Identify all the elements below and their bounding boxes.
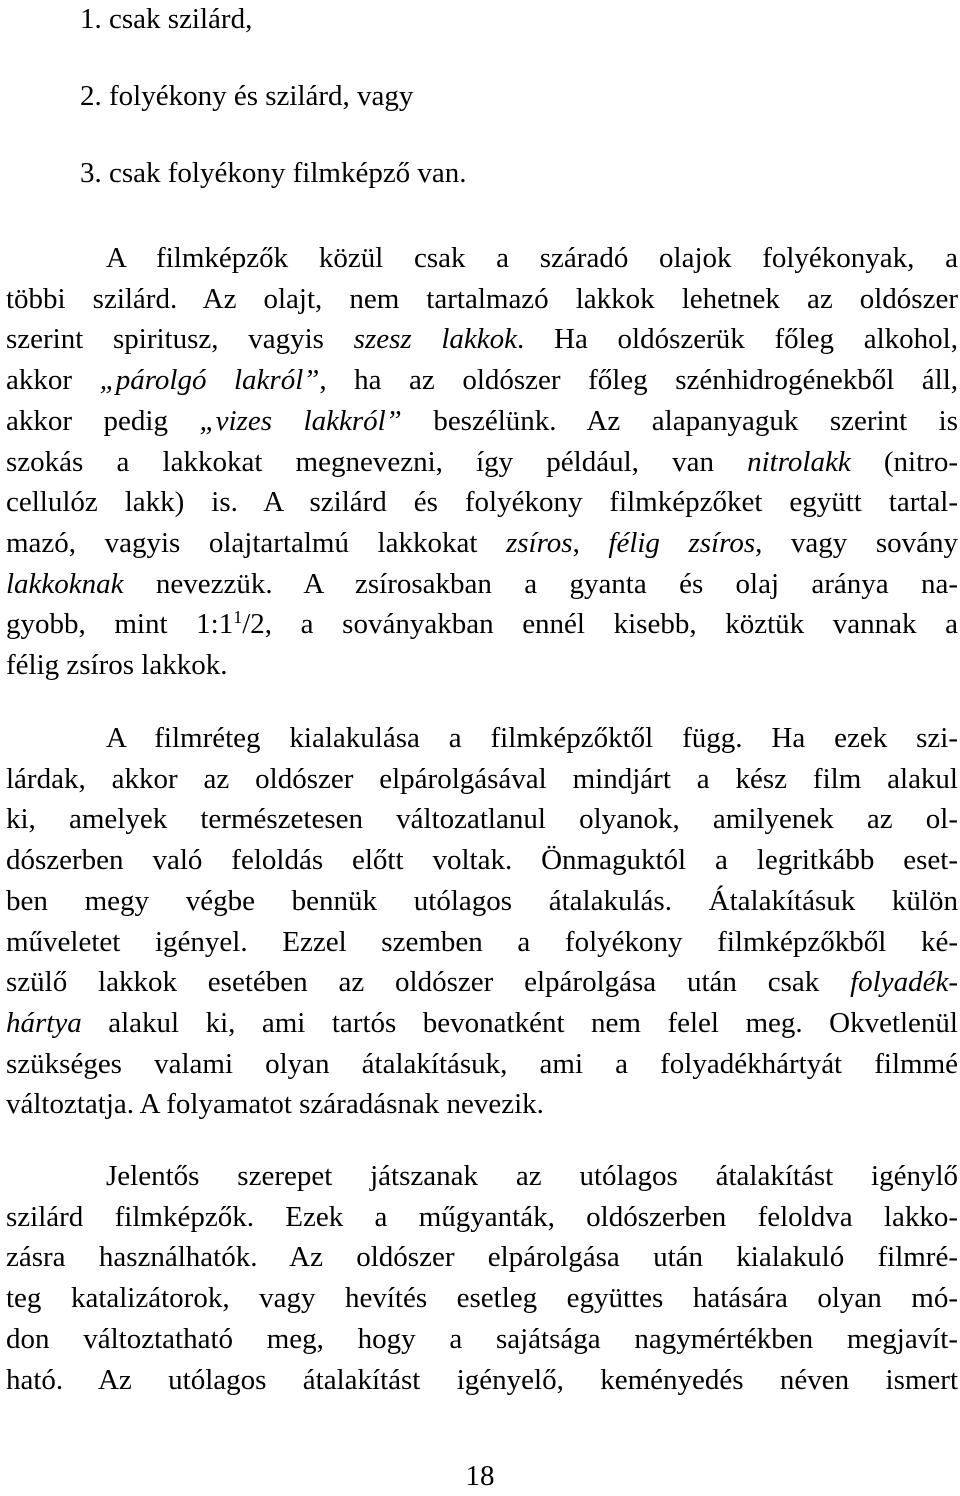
text-line: szükséges valami olyan átalakításuk, ami a folyadékhártyát filmmé [6,1047,958,1080]
text-line: műveletet igényel. Ezzel szemben a folyékony filmképzőkből ké- [6,925,958,958]
text-line: szilárd filmképzők. Ezek a műgyanták, oldószerben feloldva lakko- [6,1200,958,1233]
text-line: teg katalizátorok, vagy hevítés esetleg együttes hatására olyan mó- [6,1282,958,1315]
paragraph-film-formers [6,238,958,686]
text-line: lakkoknak nevezzük. A zsírosakban a gyanta és olaj aránya na- [6,567,958,600]
list-item: 3. csak folyékony filmképző van. [80,157,467,189]
text-line: mazó, vagyis olajtartalmú lakkokat zsíros, félig zsíros, vagy sovány [6,526,959,559]
text-line: dószerben való feloldás előtt voltak. Önmaguktól a legritkább eset- [6,844,958,877]
text-line: gyobb, mint $1:1^1/2$, a soványakban ennél kisebb, köztük vannak a [6,607,958,641]
text-line: ki, amelyek természetesen változatlanul olyanok, amilyenek az ol- [6,803,958,836]
text-line: akkor „párolgó lakról”, ha az oldószer főleg szénhidrogénekből áll, [6,364,959,397]
text-line: szülő lakkok esetében az oldószer elpárolgása után csak folyadék- [6,966,958,999]
text-line: többi szilárd. Az olajt, nem tartalmazó lakkok lehetnek az oldószer [6,282,958,315]
text-line: szerint spiritusz, vagyis szesz lakkok. Ha oldószerük főleg alkohol, [6,323,958,356]
text-line: don változtatható meg, hogy a sajátsága nagymértékben megjavít- [6,1322,958,1355]
text-line: A filmképzők közül csak a száradó olajok folyékonyak, a [106,242,958,274]
text-line: ható. Az utólagos átalakítást igényelő, keményedés néven ismert [6,1363,958,1396]
text-line: félig zsíros lakkok. [6,649,228,682]
text-line: változtatja. A folyamatot száradásnak nevezik. [6,1088,544,1121]
paragraph-synthetic-resins [6,1156,958,1400]
text-line: ben megy végbe bennük utólagos átalakulás. Átalakításuk külön [6,884,958,917]
text-line: zásra használhatók. Az oldószer elpárolgása után kialakuló filmré- [6,1241,958,1274]
text-line: Jelentős szerepet játszanak az utólagos átalakítást igénylő [106,1160,958,1192]
text-line: A filmréteg kialakulása a filmképzőktől függ. Ha ezek szi- [106,722,958,754]
text-line: hártya alakul ki, ami tartós bevonatként nem felel meg. Okvetlenül [6,1006,958,1039]
options-list [80,0,467,231]
text-line: akkor pedig „vizes lakkról” beszélünk. Az alapanyaguk szerint is [6,404,958,437]
text-line: cellulóz lakk) is. A szilárd és folyékony filmképzőket együtt tartal- [6,486,958,519]
page-number: 18 [465,1460,495,1492]
list-item: 2. folyékony és szilárd, vagy [80,80,414,112]
paragraph-film-layer [6,718,958,1125]
text-line: szokás a lakkokat megnevezni, így például, van nitrolakk (nitro- [6,445,958,478]
list-item: 1. csak szilárd, [80,3,253,35]
text-line: lárdak, akkor az oldószer elpárolgásával mindjárt a kész film alakul [6,762,958,795]
